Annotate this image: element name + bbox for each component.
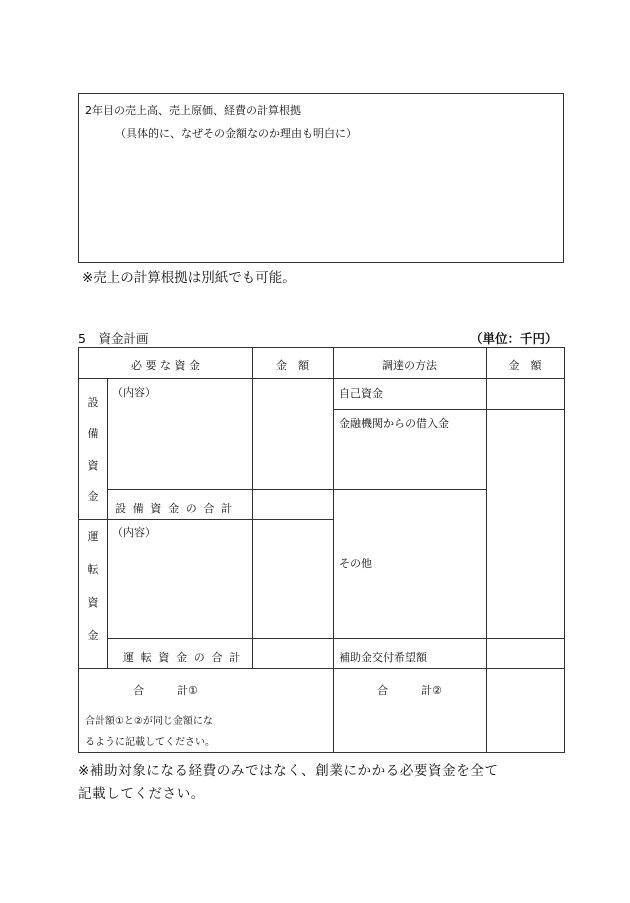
basis-subheading: （具体的に、なぜその金額なのか理由も明白に） xyxy=(115,127,357,140)
total1-label: 合 計① xyxy=(133,684,198,697)
header-amount-right: 金 額 xyxy=(508,359,542,372)
subsidy-label: 補助金交付希望額 xyxy=(339,651,427,664)
equipment-label-char: 備 xyxy=(87,427,99,440)
basis-heading: 2年目の売上高、売上原価、経費の計算根拠 xyxy=(85,104,301,117)
operating-label-char: 資 xyxy=(87,596,99,609)
operating-total-label: 運 転 資 金 の 合 計 xyxy=(123,651,242,664)
equipment-label-char: 設 xyxy=(87,396,99,409)
divider-h-bank-loan xyxy=(333,489,486,490)
header-required-funds: 必 要 な 資 金 xyxy=(131,359,200,372)
total2-label: 合 計② xyxy=(377,684,442,697)
bank-loan-label: 金融機関からの借入金 xyxy=(339,417,449,430)
divider-h-totals xyxy=(79,668,564,669)
header-procurement: 調達の方法 xyxy=(382,359,437,372)
divider-h-header xyxy=(79,378,564,379)
header-amount-left: 金 額 xyxy=(276,359,309,372)
divider-h-own-funds xyxy=(333,409,564,410)
total-note-line2: るように記載してください。 xyxy=(85,737,215,748)
operating-label-char: 転 xyxy=(87,563,99,576)
divider-v-amount-left xyxy=(252,348,253,668)
divider-h-other xyxy=(333,638,564,639)
divider-h-equipment-total-top xyxy=(107,489,333,490)
divider-h-equipment-bottom xyxy=(79,519,333,520)
funding-plan-table xyxy=(78,347,565,753)
total-note-line1: 合計額①と②が同じ金額にな xyxy=(85,716,213,727)
own-funds-label: 自己資金 xyxy=(339,387,383,400)
divider-h-operating-total-top xyxy=(107,638,333,639)
basis-note: ※売上の計算根拠は別紙でも可能。 xyxy=(82,270,296,286)
footer-note-line1: ※補助対象になる経費のみではなく、創業にかかる必要資金を全て xyxy=(78,763,499,779)
equipment-label-char: 金 xyxy=(87,490,99,503)
equipment-label-char: 資 xyxy=(87,459,99,472)
operating-label-char: 金 xyxy=(87,629,99,642)
footer-note-line2: 記載してください。 xyxy=(78,786,205,802)
other-label: その他 xyxy=(339,557,372,570)
unit-label: （単位：千円） xyxy=(470,331,558,346)
equipment-contents-label[interactable]: （内容） xyxy=(112,386,156,399)
operating-contents-label[interactable]: （内容） xyxy=(112,526,156,539)
divider-v-category xyxy=(107,378,108,668)
equipment-total-label: 設 備 資 金 の 合 計 xyxy=(115,502,234,515)
calculation-basis-box[interactable] xyxy=(78,93,564,263)
section-title: 5 資金計画 xyxy=(78,331,149,346)
operating-label-char: 運 xyxy=(87,530,99,543)
